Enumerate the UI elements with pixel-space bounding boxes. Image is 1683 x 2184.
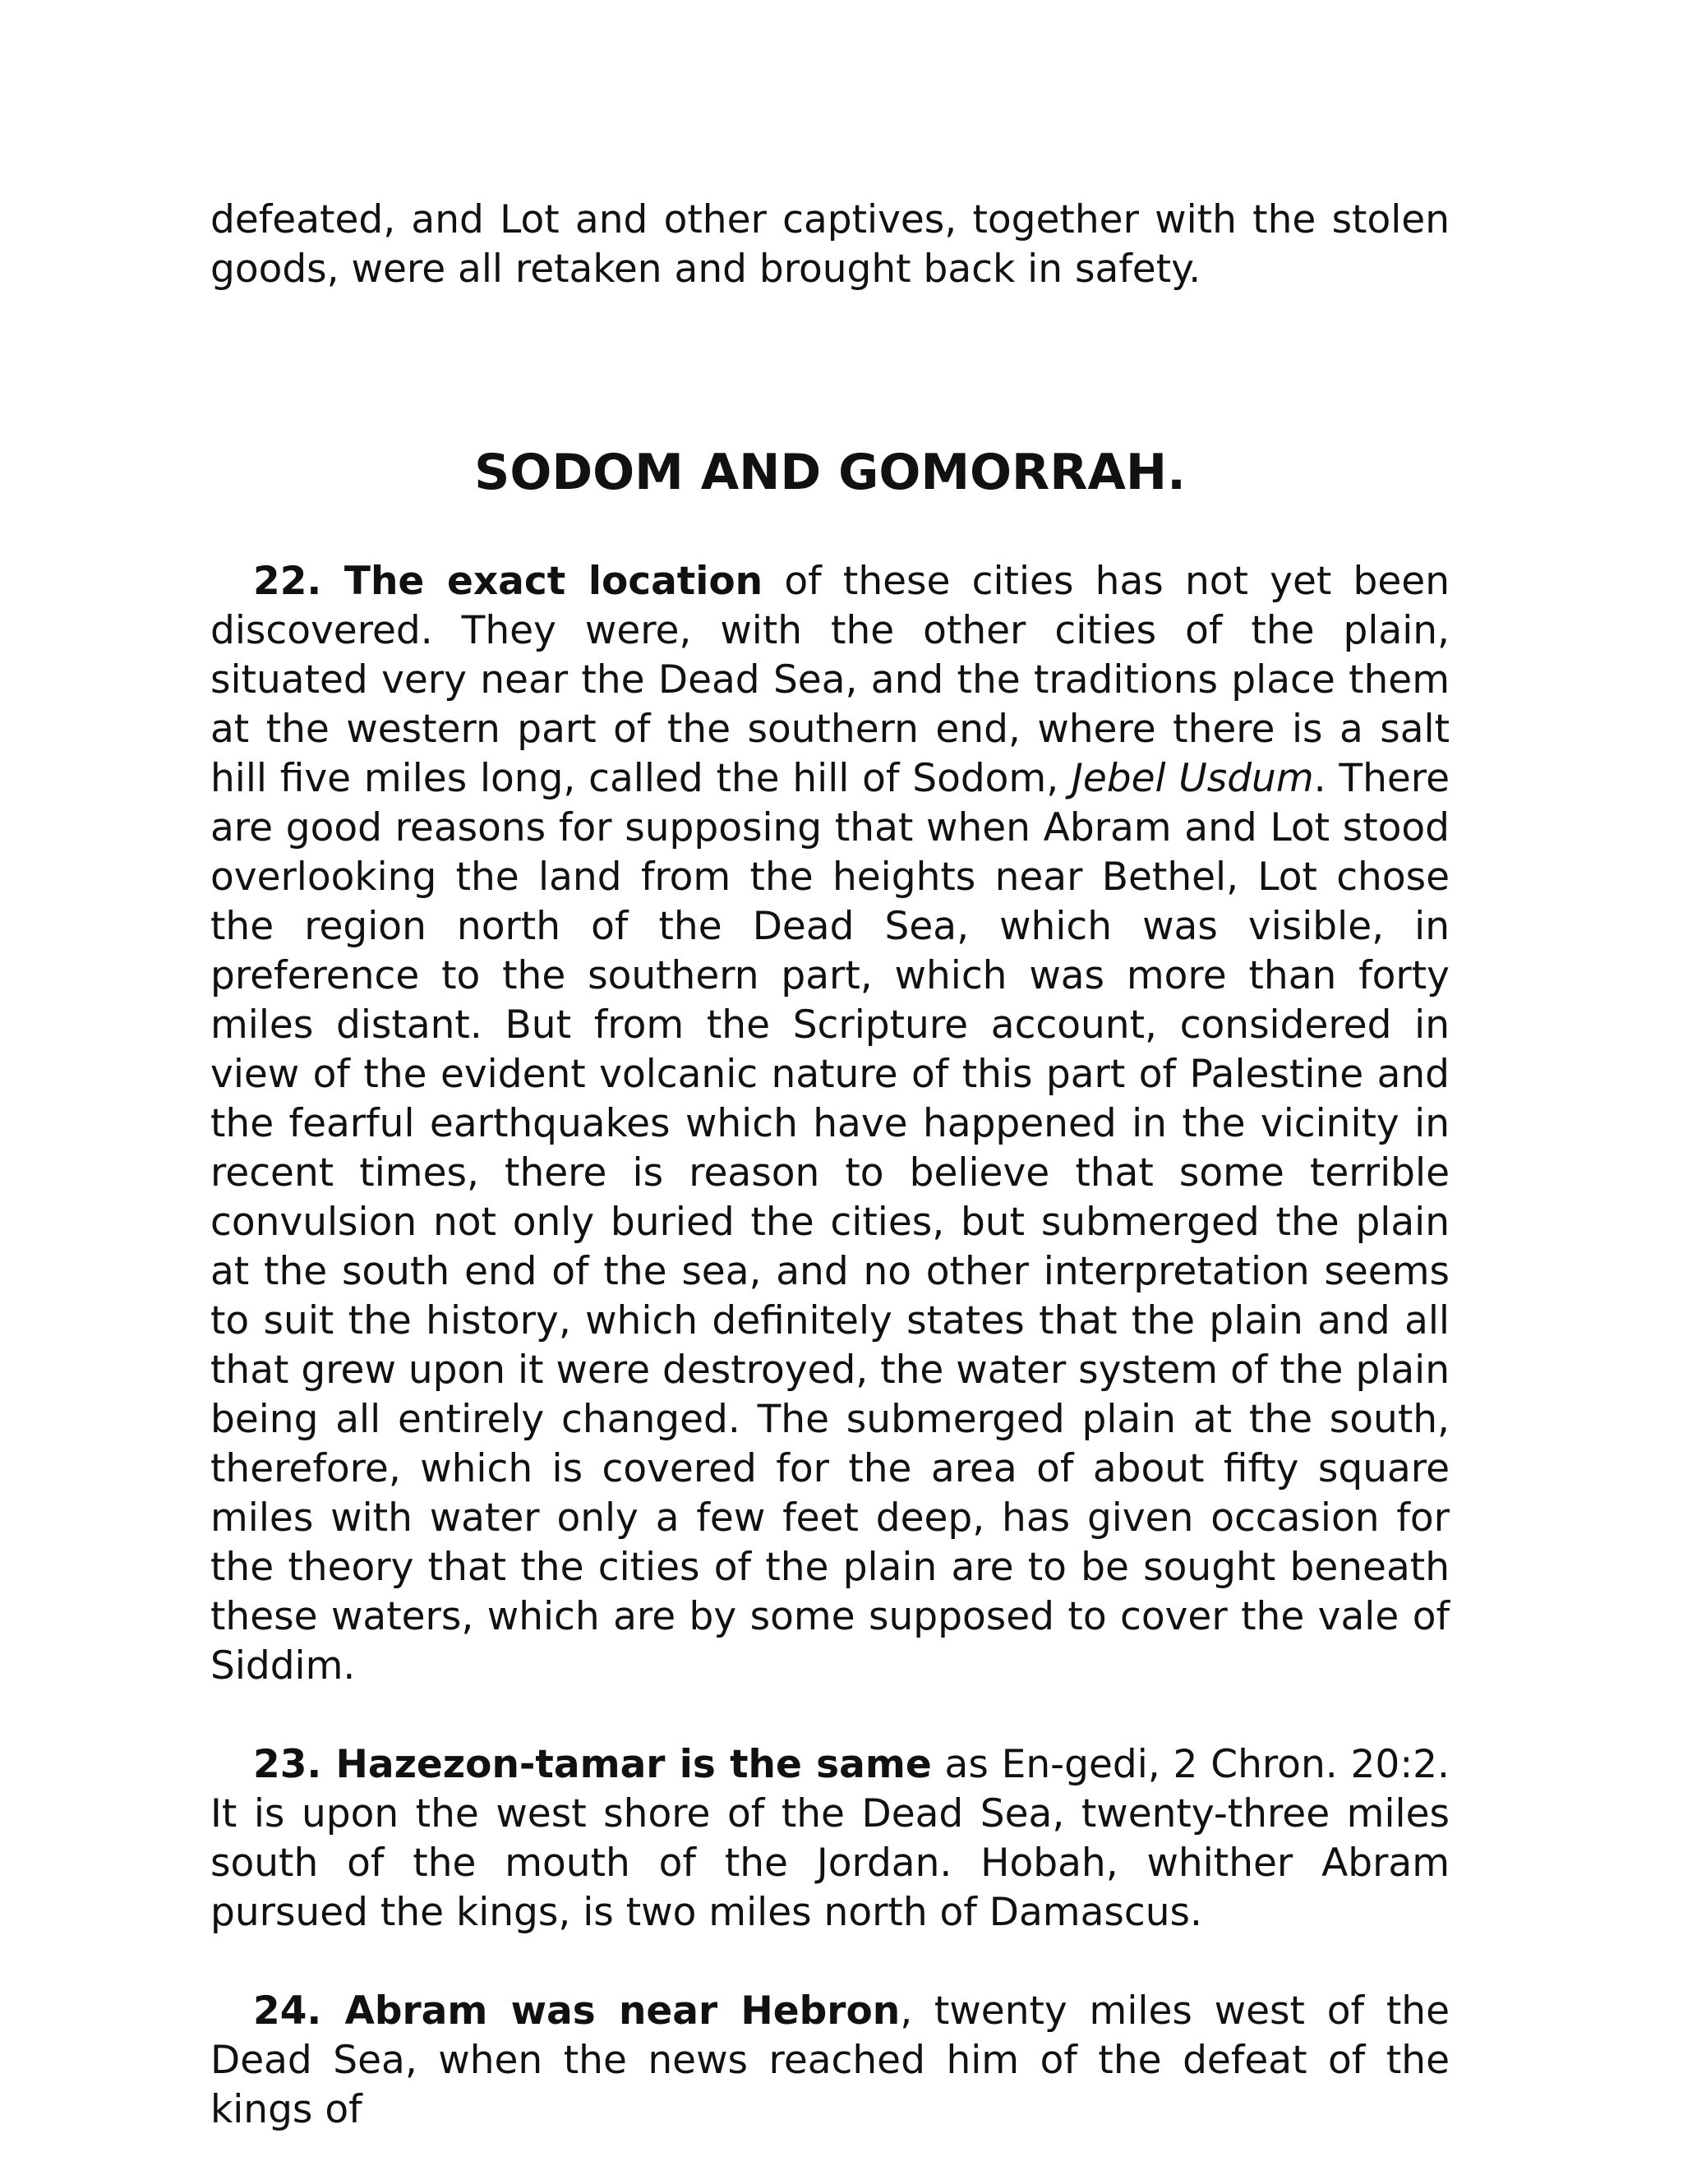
- paragraph-22-text-after: . There are good reasons for supposing that when Abram and Lot stood overlooking the land from the heights near Bethel, Lot chose the region north of the Dead Sea, which was visible, in preference to the southern part, which was more than forty miles distant. But from the Scripture account, considered in view of the evident volcanic nature of this part of Palestine and the fearful earthquakes which have happened in the vicinity in recent times, there is reason to believe that some terrible convulsion not only buried the cities, but submerged the plain at the south end of the sea, and no other interpretation seems to suit the history, which definitely states that the plain and all that grew upon it were destroyed, the water system of the plain being all entirely changed. The submerged plain at the south, therefore, which is covered for the area of about fifty square miles with water only a few feet deep, has given occasion for the theory that the cities of the plain are to be sought beneath these waters, which are by some supposed to cover the vale of Siddim.: [210, 756, 1450, 1689]
- paragraph-23: [210, 1740, 1450, 1937]
- paragraph-22-text-before: of these cities has not yet been discovered. They were, with the other cities of the plain, situated very near the Dead Sea, and the traditions place them at the western part of the southern end, where there is a salt hill five miles long, called the hill of Sodom,: [210, 559, 1450, 801]
- paragraph-24: [210, 1987, 1450, 2135]
- paragraph-22-lead: 22. The exact location: [253, 559, 763, 604]
- section-heading: SODOM AND GOMORRAH.: [474, 444, 1186, 501]
- page-content: [210, 196, 1450, 2184]
- paragraph-24-text: , twenty miles west of the Dead Sea, when the news reached him of the defeat of the kings of: [210, 1988, 1450, 2132]
- continuation-paragraph: defeated, and Lot and other captives, together with the stolen goods, were all retaken and brought back in safety.: [210, 197, 1450, 292]
- paragraph-22: [210, 557, 1450, 1691]
- paragraph-22-italic: Jebel Usdum: [1071, 756, 1314, 801]
- paragraph-23-text: as En-gedi, 2 Chron. 20:2. It is upon the west shore of the Dead Sea, twenty-three miles south of the mouth of the Jordan. Hobah, whither Abram pursued the kings, is two miles north of Damascus.: [210, 1742, 1450, 1935]
- paragraph-24-lead: 24. Abram was near Hebron: [253, 1988, 901, 2034]
- paragraph-23-lead: 23. Hazezon-tamar is the same: [253, 1742, 932, 1787]
